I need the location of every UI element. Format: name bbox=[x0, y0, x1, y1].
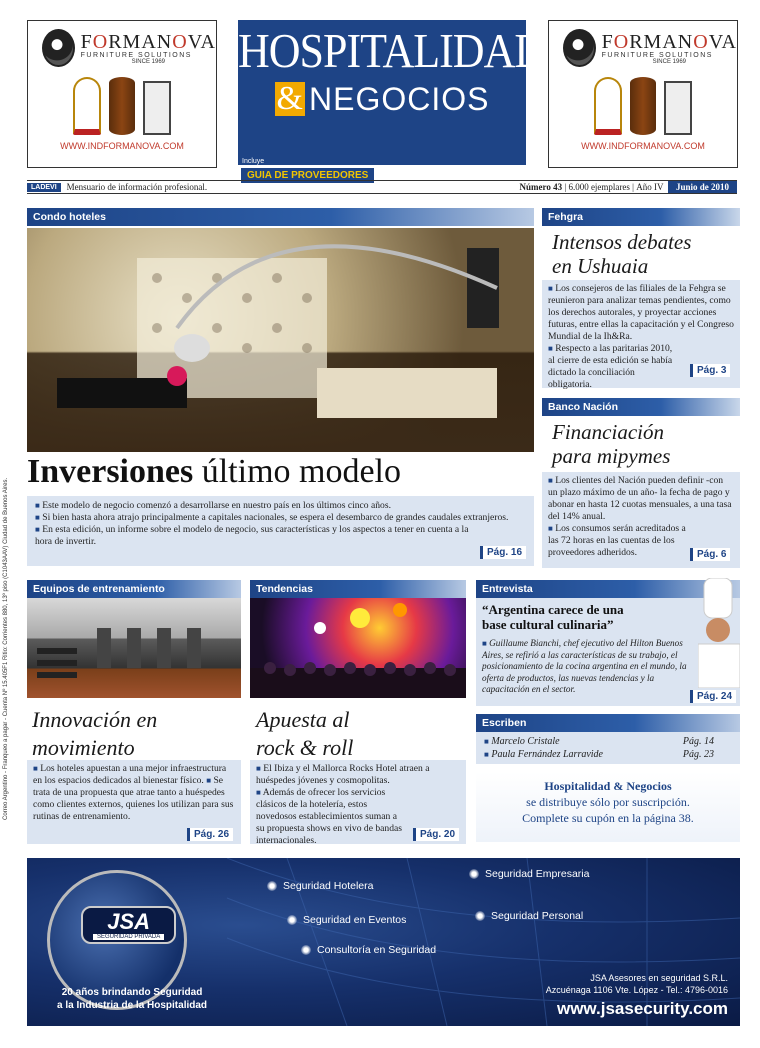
condo-page-link[interactable]: Pág. 16 bbox=[480, 546, 526, 559]
suscripcion-title: Hospitalidad & Negocios bbox=[544, 779, 672, 793]
banco-headline: Financiación para mipymes bbox=[552, 420, 671, 468]
condo-p1: Este modelo de negocio comenzó a desarrollarse en nuestro país en los últimos cinco años. bbox=[42, 500, 391, 511]
headline-bold: Inversiones bbox=[27, 453, 194, 490]
banco-body: ■ Los clientes del Nación pueden definir -con un plazo máximo de un año- la fecha de pago y abonar en hasta 12 cuotas mensuales, a una tasa del 14% anual. ■ Los consumos serán acreditados a las 72 horas en las cuentas de los proveedores adheridos. bbox=[542, 472, 740, 568]
service-personal: Seguridad Personal bbox=[475, 910, 583, 922]
section-fehgra: Fehgra bbox=[542, 208, 740, 226]
service-empresaria: Seguridad Empresaria bbox=[469, 868, 589, 880]
suscripcion-box bbox=[476, 772, 740, 842]
product-images bbox=[549, 73, 737, 135]
chef-illustration bbox=[698, 578, 740, 688]
tagline: Mensuario de información profesional. bbox=[66, 182, 208, 192]
brand-since: SINCE 1969 bbox=[131, 58, 165, 65]
issue-number: Número 43 bbox=[519, 182, 563, 192]
equipos-body: ■ Los hoteles apuestan a una mejor infraestructura en los espacios dedicados al bienestar físico. ■ Se trata de una propuesta que atrae tanto a huéspedes como clientes externos, quienes los utilizan para sus rutinas de entrenamiento. bbox=[27, 760, 241, 844]
tendencias-page-link[interactable]: Pág. 20 bbox=[413, 828, 459, 841]
entrevista-quote: “Argentina carece de una base cultural culinaria” bbox=[482, 602, 624, 632]
tendencias-headline: Apuesta al rock & roll bbox=[256, 707, 354, 760]
star-icon bbox=[475, 911, 485, 921]
section-banco-nacion: Banco Nación bbox=[542, 398, 740, 416]
year: Año IV bbox=[636, 182, 664, 192]
tendencias-body: ■ El Ibiza y el Mallorca Rocks Hotel atraen a huéspedes jóvenes y cosmopolitas. ■ Además de ofrecer los servicios clásicos de la hotelería, estos novedosos establecimientos suman a su propuesta shows en vivo de bandas internacionales. bbox=[250, 760, 466, 844]
formanova-ad-left[interactable] bbox=[27, 20, 217, 168]
fehgra-p2: Respecto a las paritarias 2010, al cierre de esta edición se había dictado la conciliación obligatoria. bbox=[548, 343, 673, 390]
equipos-p2: Se trata de una propuesta que atrae tanto a huéspedes como clientes externos, quienes los utilizan para sus rutinas de entrenamiento. bbox=[33, 775, 234, 822]
condo-p3: En esta edición, un informe sobre el modelo de negocio, sus características y los aspectos a tener en cuenta a la hora de invertir. bbox=[35, 524, 469, 547]
fehgra-p1: Los consejeros de las filiales de la Fehgra se reunieron para analizar temas pendientes, como los derechos autorales, y proyectar acciones futuras, entre ellas la capacitación y el Congreso Mundial de la Ih&Ra. bbox=[548, 283, 734, 342]
headline-rest: último modelo bbox=[193, 453, 402, 490]
brand-since: SINCE 1969 bbox=[652, 58, 686, 65]
entrevista-body: ■ Guillaume Bianchi, chef ejecutivo del Hilton Buenos Aires, se refirió a las características de su trabajo, el posicionamiento de la cocina argentina en el mundo, la oferta de productos, las nuevas tendencias y la capacitación en el sector. bbox=[482, 638, 687, 694]
section-escriben: Escriben bbox=[476, 714, 740, 732]
star-icon bbox=[287, 915, 297, 925]
ad-url[interactable]: WWW.INDFORMANOVA.COM bbox=[60, 141, 184, 151]
tendencias-p1: El Ibiza y el Mallorca Rocks Hotel atraen a huéspedes jóvenes y cosmopolitas. bbox=[256, 763, 430, 786]
condo-headline bbox=[27, 452, 534, 492]
fehgra-page-link[interactable]: Pág. 3 bbox=[690, 364, 730, 377]
service-eventos: Seguridad en Eventos bbox=[287, 914, 406, 926]
star-icon bbox=[301, 945, 311, 955]
jsa-logo: JSA SEGURIDAD PRIVADA bbox=[81, 906, 176, 944]
guia-label: GUIA DE PROVEEDORES bbox=[240, 167, 375, 184]
condo-p2: Si bien hasta ahora atrajo principalmente a capitales nacionales, se espera el desembarco de grandes caudales extranjeros. bbox=[42, 512, 509, 523]
service-consultoria: Consultoría en Seguridad bbox=[301, 944, 436, 956]
concert-photo bbox=[250, 598, 466, 698]
masthead bbox=[238, 20, 546, 165]
masthead-subtitle: NEGOCIOS bbox=[308, 81, 490, 117]
guia-incluye: Incluye bbox=[242, 158, 265, 165]
masthead-ampersand: & bbox=[276, 80, 303, 117]
gym-photo bbox=[27, 598, 241, 698]
section-entrevista: Entrevista bbox=[476, 580, 740, 598]
brand-subtitle: FURNITURE SOLUTIONS bbox=[601, 51, 713, 59]
jsa-ad[interactable] bbox=[27, 858, 740, 1026]
formanova-logo bbox=[28, 21, 216, 67]
brand-name: FORMANOVA bbox=[80, 30, 216, 53]
banco-page-link[interactable]: Pág. 6 bbox=[690, 548, 730, 561]
banco-p1: Los clientes del Nación pueden definir -con un plazo máximo de un año- la fecha de pago y abonar en hasta 12 cuotas mensuales, a una tasa del 14% anual. bbox=[548, 475, 732, 522]
escriben-row[interactable]: ■ Paula Fernández Larravide Pág. 23 bbox=[484, 749, 714, 760]
luggage-cart-icon bbox=[594, 77, 622, 135]
jsa-contact: JSA Asesores en seguridad S.R.L. Azcuénaga 1106 Vte. López - Tel.: 4796-0016 www.jsasecurity.com bbox=[545, 973, 728, 1018]
masthead-title: HOSPITALIDAD bbox=[238, 23, 546, 78]
lion-logo-icon bbox=[42, 29, 75, 67]
gym-illustration bbox=[27, 598, 241, 698]
issue-date: Junio de 2010 bbox=[668, 181, 737, 193]
folding-table-icon bbox=[630, 77, 656, 135]
star-icon bbox=[267, 881, 277, 891]
postal-note: Correo Argentino - Franqueo a pagar - Cuenta Nº 15.405F1 Ritio: Corrientes 880, 13º piso (C1043AAV) Ciudad de Buenos Aires. bbox=[3, 477, 9, 820]
cabinet-icon bbox=[143, 81, 171, 135]
cabinet-icon bbox=[664, 81, 692, 135]
chef-photo bbox=[698, 578, 740, 688]
entrevista-page-link[interactable]: Pág. 24 bbox=[690, 690, 736, 703]
concert-illustration bbox=[250, 598, 466, 698]
info-bar: LADEVI Mensuario de información profesional. Número 43 | 6.000 ejemplares | Año IV Junio de 2010 bbox=[27, 180, 737, 194]
formanova-logo bbox=[549, 21, 737, 67]
brand-name: FORMANOVA bbox=[601, 30, 737, 53]
section-tendencias: Tendencias bbox=[250, 580, 466, 598]
hotel-room-photo bbox=[27, 228, 534, 452]
suscripcion-line1: se distribuye sólo por suscripción. bbox=[526, 795, 690, 809]
condo-body: ■ Este modelo de negocio comenzó a desarrollarse en nuestro país en los últimos cinco años. ■ Si bien hasta ahora atrajo principalmente a capitales nacionales, se espera el desembarco de grandes caudales extranjeros. ■ En esta edición, un informe sobre el modelo de negocio, sus características y los aspectos a tener en cuenta a la hora de invertir. bbox=[27, 496, 534, 566]
circulation: 6.000 ejemplares bbox=[568, 182, 630, 192]
luggage-cart-icon bbox=[73, 77, 101, 135]
folding-table-icon bbox=[109, 77, 135, 135]
jsa-website[interactable]: www.jsasecurity.com bbox=[556, 999, 728, 1018]
ad-url[interactable]: WWW.INDFORMANOVA.COM bbox=[581, 141, 705, 151]
lion-logo-icon bbox=[563, 29, 596, 67]
equipos-p1: Los hoteles apuestan a una mejor infraestructura en los espacios dedicados al bienestar físico. bbox=[33, 763, 227, 786]
hotel-room-illustration bbox=[27, 228, 534, 452]
guia-badge bbox=[242, 158, 264, 165]
tendencias-p2: Además de ofrecer los servicios clásicos de la hotelería, estos novedosos establecimientos suman a su propuesta shows en vivo de bandas internacionales. bbox=[256, 787, 403, 846]
equipos-headline: Innovación en movimiento bbox=[32, 707, 158, 760]
star-icon bbox=[469, 869, 479, 879]
service-hotelera: Seguridad Hotelera bbox=[267, 880, 373, 892]
formanova-ad-right[interactable] bbox=[548, 20, 738, 168]
fehgra-headline: Intensos debates en Ushuaia bbox=[552, 230, 692, 278]
jsa-tagline: 20 años brindando Seguridad a la Industria de la Hospitalidad bbox=[57, 987, 208, 1011]
product-images bbox=[28, 73, 216, 135]
escriben-list bbox=[476, 732, 740, 764]
equipos-page-link[interactable]: Pág. 26 bbox=[187, 828, 233, 841]
banco-p2: Los consumos serán acreditados a las 72 horas en las cuentas de los proveedores adheridos. bbox=[548, 523, 686, 558]
brand-subtitle: FURNITURE SOLUTIONS bbox=[80, 51, 192, 59]
suscripcion-line2: Complete su cupón en la página 38. bbox=[522, 811, 694, 825]
masthead-subtitle-row bbox=[238, 82, 526, 116]
fehgra-body: ■ Los consejeros de las filiales de la Fehgra se reunieron para analizar temas pendientes, como los derechos autorales, y proyectar acciones futuras, entre ellas la capacitación y el Congreso Mundial de la Ih&Ra. ■ Respecto a las paritarias 2010, al cierre de esta edición se había dictado la conciliación obligatoria. bbox=[542, 280, 740, 388]
section-equipos: Equipos de entrenamiento bbox=[27, 580, 241, 598]
publisher-logo: LADEVI bbox=[27, 183, 61, 192]
escriben-row[interactable]: ■ Marcelo Cristale Pág. 14 bbox=[484, 736, 714, 747]
section-condo-hoteles: Condo hoteles bbox=[27, 208, 534, 226]
